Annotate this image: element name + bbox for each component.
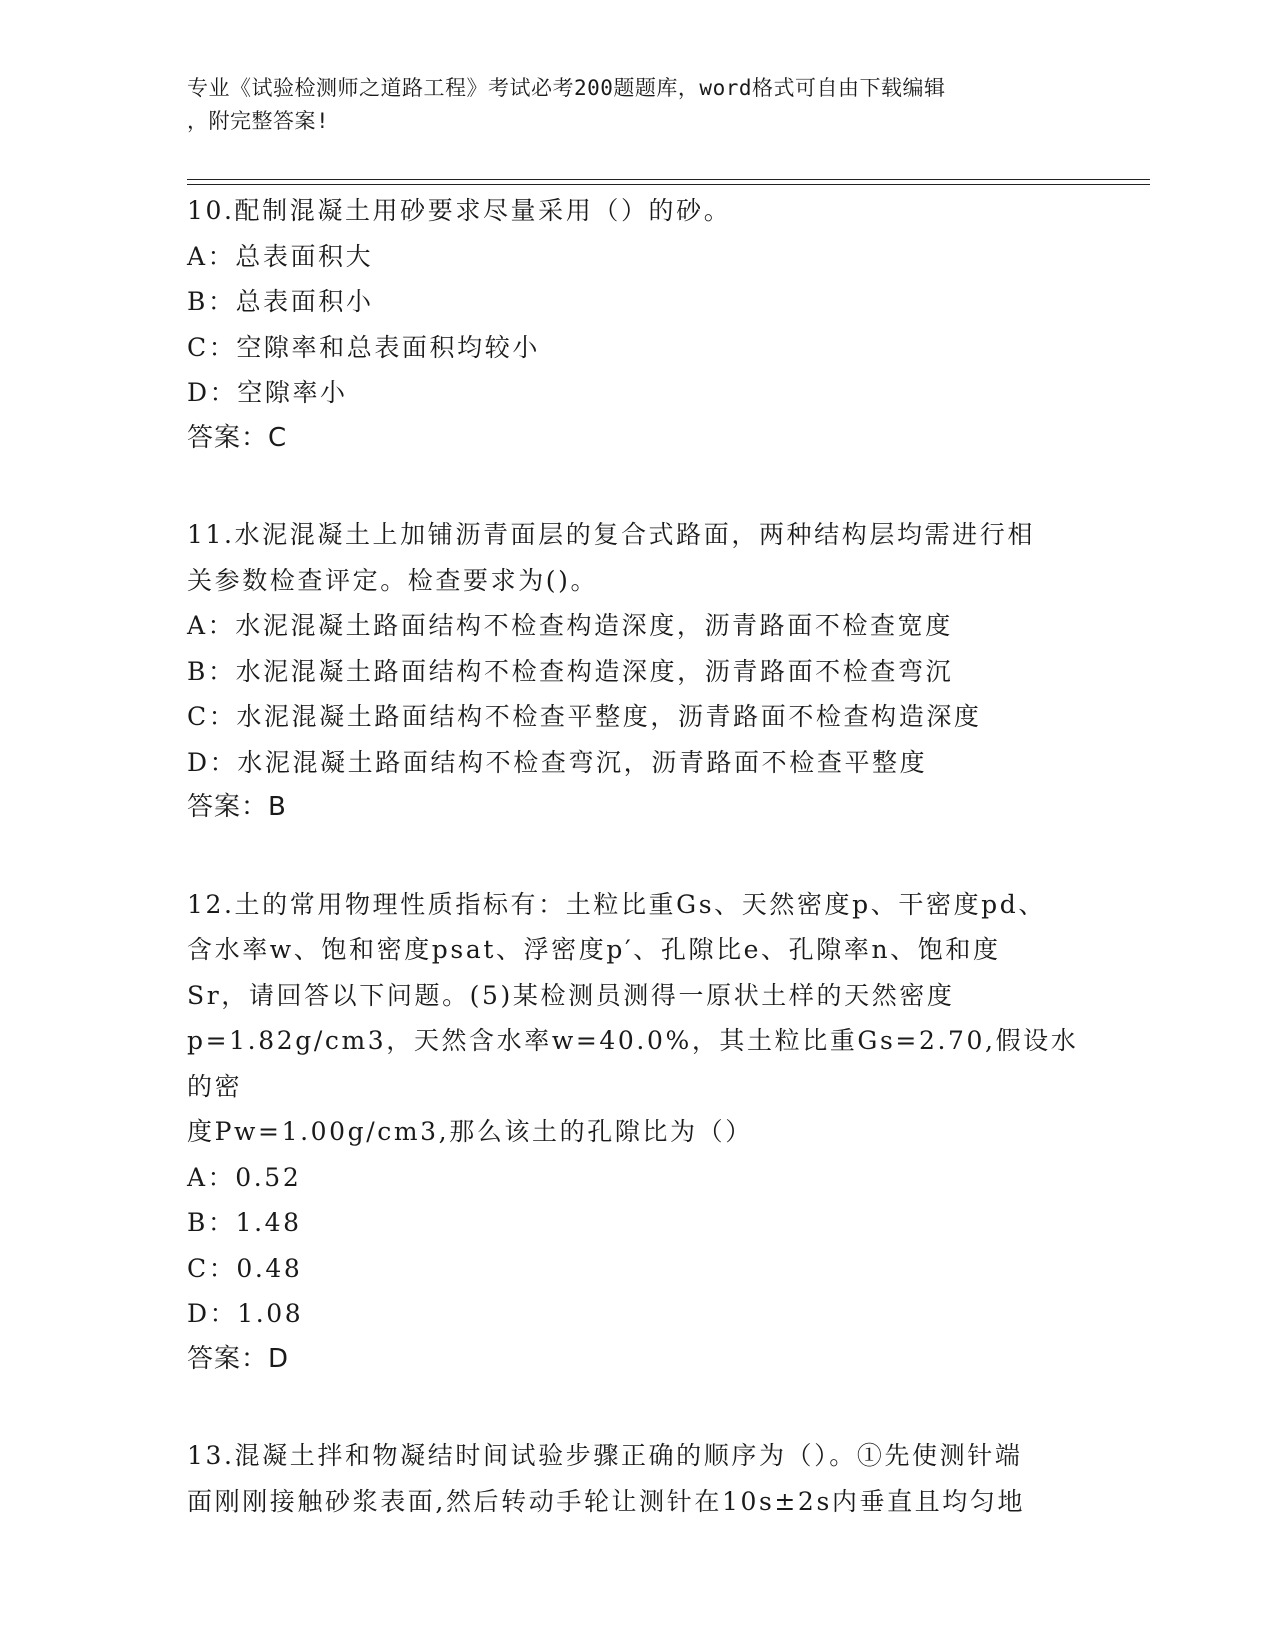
option-a: A：0.52	[187, 1162, 302, 1192]
option-b: B：水泥混凝土路面结构不检查构造深度，沥青路面不检查弯沉	[187, 656, 954, 686]
answer-label: 答案：C	[187, 422, 288, 453]
question-stem-line: 关参数检查评定。检查要求为()。	[187, 565, 599, 595]
question-list	[187, 188, 1087, 1575]
question-stem-line: Sr，请回答以下问题。(5)某检测员测得一原状土样的天然密度	[187, 980, 955, 1010]
header-divider-bottom	[187, 184, 1150, 185]
header-divider-top	[187, 179, 1150, 180]
option-a: A：水泥混凝土路面结构不检查构造深度，沥青路面不检查宽度	[187, 611, 953, 640]
header-line-1: 专业《试验检测师之道路工程》考试必考200题题库，word格式可自由下载编辑	[187, 76, 946, 100]
question-stem-line: 度Pw=1.00g/cm3,那么该土的孔隙比为（）	[187, 1117, 753, 1146]
option-d: D：1.08	[187, 1299, 304, 1328]
question-10	[187, 188, 1087, 461]
option-b: B：1.48	[187, 1208, 302, 1237]
question-12	[187, 882, 1087, 1383]
answer-label: 答案：D	[187, 1343, 290, 1374]
question-stem-line: 13.混凝土拌和物凝结时间试验步骤正确的顺序为（）。①先使测针端	[187, 1441, 1023, 1470]
question-stem-line: 面刚刚接触砂浆表面,然后转动手轮让测针在10s±2s内垂直且均匀地	[187, 1486, 1026, 1516]
option-c: C：水泥混凝土路面结构不检查平整度，沥青路面不检查构造深度	[187, 702, 982, 731]
option-d: D：空隙率小	[187, 378, 348, 407]
header-line-2: ，附完整答案!	[187, 109, 330, 133]
question-stem-line: 10.配制混凝土用砂要求尽量采用（）的砂。	[187, 196, 732, 225]
question-stem-line: p=1.82g/cm3，天然含水率w=40.0%，其土粒比重Gs=2.70,假设水的密	[187, 1026, 1079, 1101]
question-13	[187, 1433, 1087, 1524]
question-stem-line: 11.水泥混凝土上加铺沥青面层的复合式路面，两种结构层均需进行相	[187, 520, 1035, 549]
option-d: D：水泥混凝土路面结构不检查弯沉，沥青路面不检查平整度	[187, 747, 928, 777]
option-b: B：总表面积小	[187, 287, 374, 316]
option-a: A：总表面积大	[187, 241, 374, 271]
document-header	[187, 72, 1087, 138]
question-11	[187, 512, 1087, 831]
question-stem-line: 12.土的常用物理性质指标有：土粒比重Gs、天然密度p、干密度pd、	[187, 889, 1046, 919]
answer-label: 答案：B	[187, 792, 287, 822]
option-c: C：空隙率和总表面积均较小	[187, 332, 540, 362]
option-c: C：0.48	[187, 1253, 303, 1283]
question-stem-line: 含水率w、饱和密度psat、浮密度p′、孔隙比e、孔隙率n、饱和度	[187, 935, 1001, 964]
